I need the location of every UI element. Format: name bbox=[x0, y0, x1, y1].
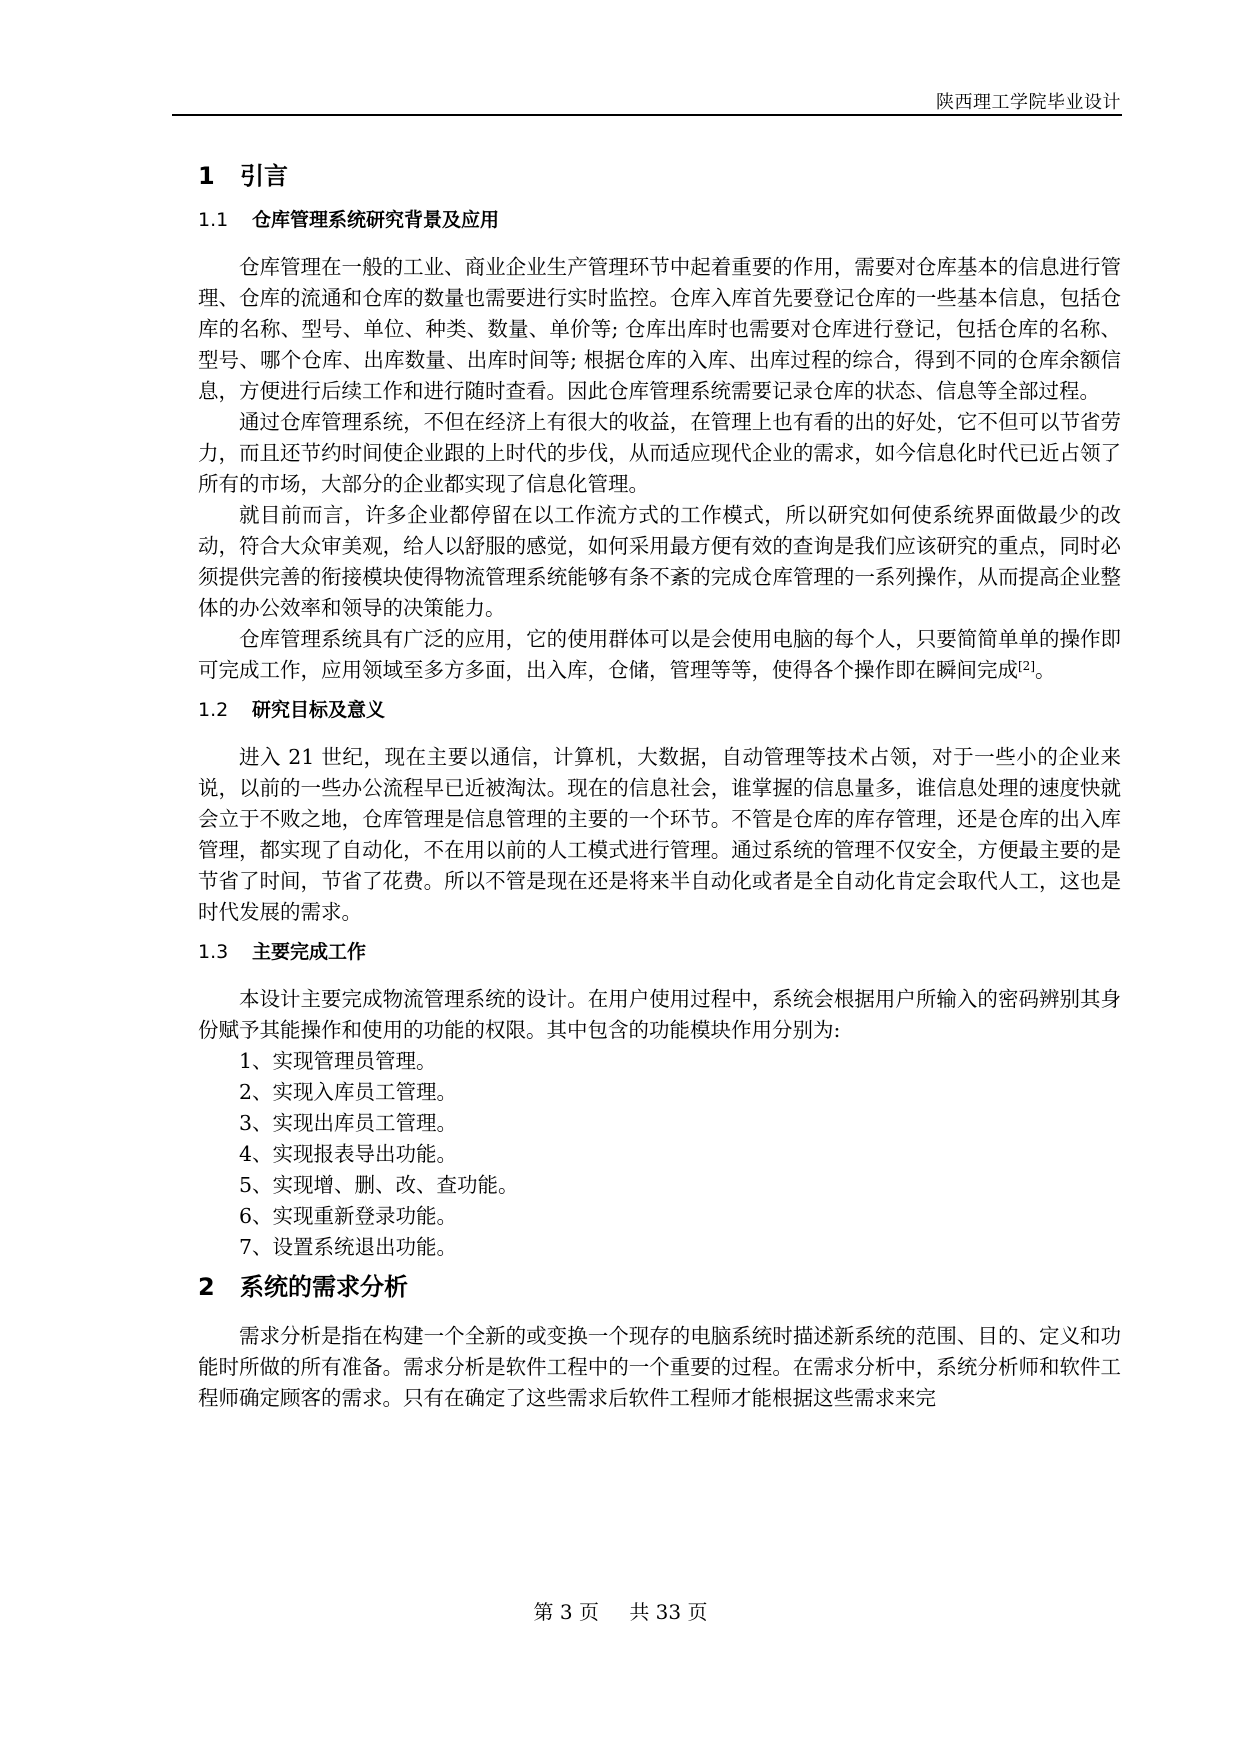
section-1-1-heading bbox=[198, 202, 1121, 244]
section-1-3-heading bbox=[198, 934, 1121, 976]
section-2-heading bbox=[198, 1269, 1121, 1313]
list-item: 6、实现重新登录功能。 bbox=[239, 1204, 458, 1228]
section-number: 2 bbox=[198, 1273, 215, 1301]
page-header-title: 陕西理工学院毕业设计 bbox=[936, 92, 1121, 113]
section-title: 主要完成工作 bbox=[252, 941, 367, 963]
paragraph: 就目前而言，许多企业都停留在以工作流方式的工作模式，所以研究如何使系统界面做最少的改动，符合大众审美观，给人以舒服的感觉，如何采用最方便有效的查询是我们应该研究的重点，同时必须提供完善的衔接模块使得物流管理系统能够有条不紊的完成仓库管理的一系列操作，从而提高企业整体的办公效率和领导的决策能力。 bbox=[198, 503, 1121, 620]
list-item: 1、实现管理员管理。 bbox=[239, 1049, 437, 1073]
header-divider bbox=[172, 114, 1122, 116]
page-number: 第 3 页 bbox=[533, 1600, 599, 1624]
page-total: 共 33 页 bbox=[629, 1600, 708, 1624]
section-number: 1.3 bbox=[198, 941, 229, 963]
paragraph-text: 仓库管理系统具有广泛的应用，它的使用群体可以是会使用电脑的每个人，只要简简单单的操作即可完成工作，应用领域至多方多面，出入库，仓储，管理等等，使得各个操作即在瞬间完成 bbox=[198, 627, 1121, 682]
paragraph: 仓库管理在一般的工业、商业企业生产管理环节中起着重要的作用，需要对仓库基本的信息进行管理、仓库的流通和仓库的数量也需要进行实时监控。仓库入库首先要登记仓库的一些基本信息，包括仓库的名称、型号、单位、种类、数量、单价等; 仓库出库时也需要对仓库进行登记，包括仓库的名称、型号、哪个仓库、出库数量、出库时间等; 根据仓库的入库、出库过程的综合，得到不同的仓库余额信息，方便进行后续工作和进行随时查看。因此仓库管理系统需要记录仓库的状态、信息等全部过程。 bbox=[198, 255, 1121, 403]
paragraph-with-citation bbox=[198, 624, 1121, 686]
paragraph: 需求分析是指在构建一个全新的或变换一个现存的电脑系统时描述新系统的范围、目的、定义和功能时所做的所有准备。需求分析是软件工程中的一个重要的过程。在需求分析中，系统分析师和软件工程师确定顾客的需求。只有在确定了这些需求后软件工程师才能根据这些需求来完 bbox=[198, 1324, 1121, 1410]
section-title: 仓库管理系统研究背景及应用 bbox=[252, 209, 500, 231]
paragraph: 进入 21 世纪，现在主要以通信，计算机，大数据，自动管理等技术占领，对于一些小的企业来说，以前的一些办公流程早已近被淘汰。现在的信息社会，谁掌握的信息量多，谁信息处理的速度快就会立于不败之地，仓库管理是信息管理的主要的一个环节。不管是仓库的库存管理，还是仓库的出入库管理，都实现了自动化，不在用以前的人工模式进行管理。通过系统的管理不仅安全，方便最主要的是节省了时间，节省了花费。所以不管是现在还是将来半自动化或者是全自动化肯定会取代人工，这也是时代发展的需求。 bbox=[198, 745, 1121, 924]
section-1-heading bbox=[198, 158, 1121, 202]
list-item: 7、设置系统退出功能。 bbox=[239, 1235, 458, 1259]
section-1-2-heading bbox=[198, 692, 1121, 734]
list-item: 5、实现增、删、改、查功能。 bbox=[239, 1173, 519, 1197]
page-body bbox=[198, 158, 1121, 1414]
section-number: 1.2 bbox=[198, 699, 229, 721]
list-item: 2、实现入库员工管理。 bbox=[239, 1080, 458, 1104]
section-number: 1 bbox=[198, 162, 215, 190]
paragraph: 本设计主要完成物流管理系统的设计。在用户使用过程中，系统会根据用户所输入的密码辨别其身份赋予其能操作和使用的功能的权限。其中包含的功能模块作用分别为: bbox=[198, 987, 1121, 1042]
list-item: 4、实现报表导出功能。 bbox=[239, 1142, 458, 1166]
list-item: 3、实现出库员工管理。 bbox=[239, 1111, 458, 1135]
citation-ref: [2] bbox=[1018, 659, 1035, 673]
page-footer bbox=[0, 1596, 1241, 1625]
section-title: 研究目标及意义 bbox=[252, 699, 386, 721]
paragraph-end: 。 bbox=[1035, 658, 1056, 682]
section-number: 1.1 bbox=[198, 209, 229, 231]
paragraph: 通过仓库管理系统，不但在经济上有很大的收益，在管理上也有看的出的好处，它不但可以节省劳力，而且还节约时间使企业跟的上时代的步伐，从而适应现代企业的需求，如今信息化时代已近占领了所有的市场，大部分的企业都实现了信息化管理。 bbox=[198, 410, 1121, 496]
section-title: 引言 bbox=[240, 162, 288, 190]
section-title: 系统的需求分析 bbox=[240, 1273, 408, 1301]
